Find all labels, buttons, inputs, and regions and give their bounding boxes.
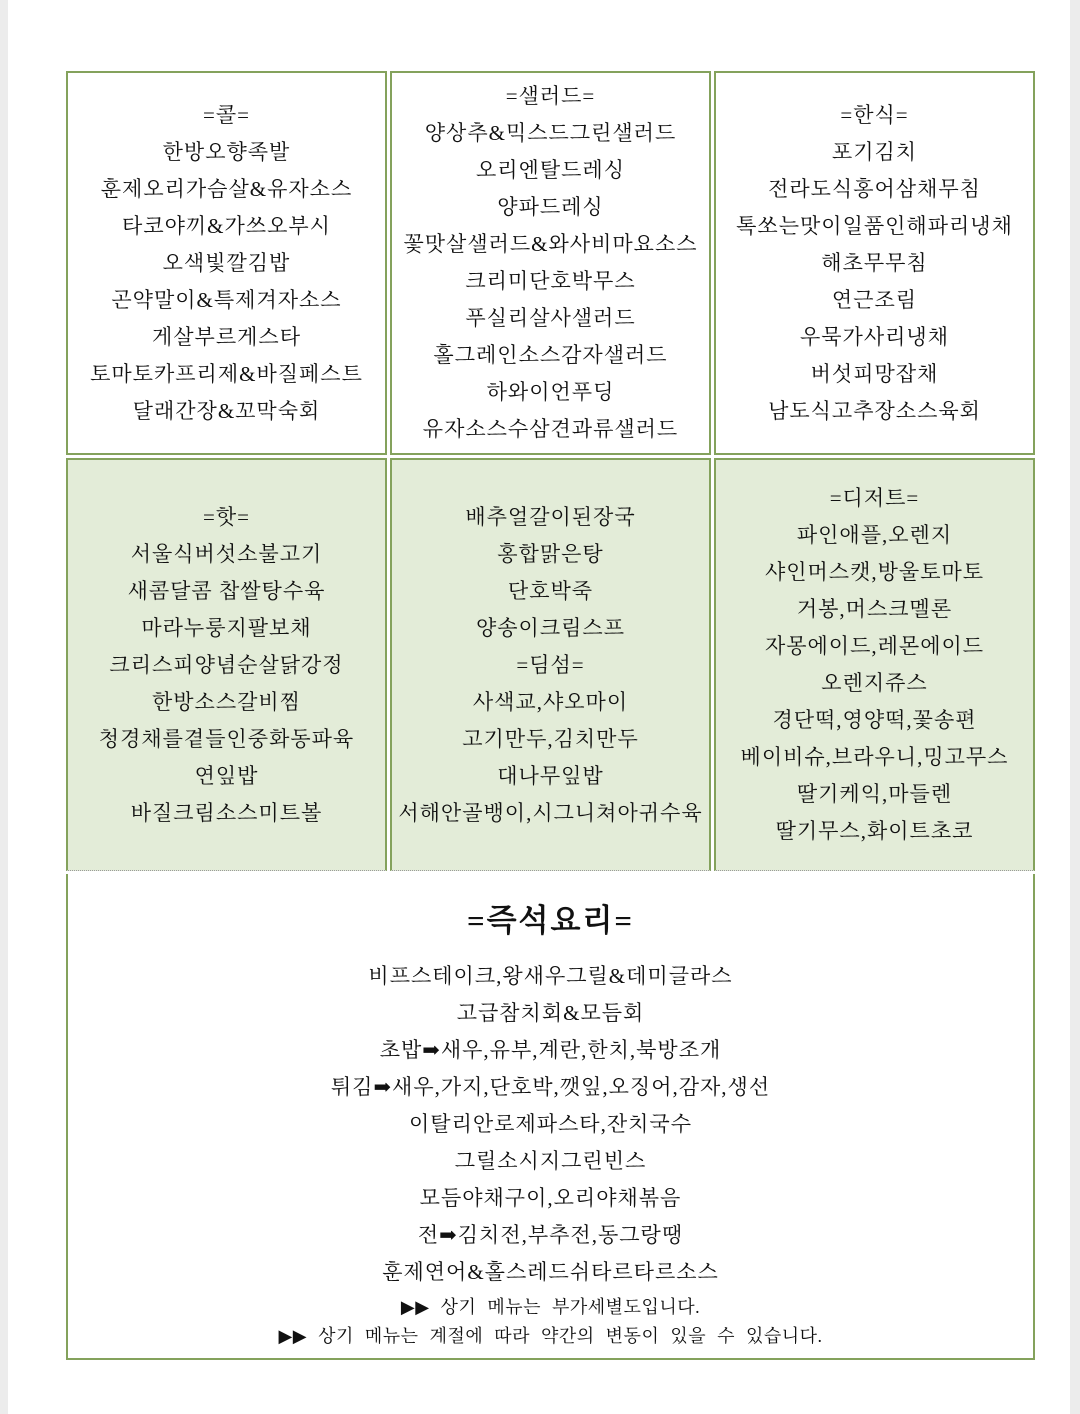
menu-item: 크리스피양념순살닭강정 [109,652,344,677]
menu-item: 딸기케익,마들렌 [796,782,953,806]
menu-item: 샤인머스캣,방울토마토 [764,560,985,584]
menu-item: 튀김➡새우,가지,단호박,깻잎,오징어,감자,생선 [330,1075,771,1099]
menu-item: 곤약말이&특제겨자소스 [111,287,342,312]
menu-item: 크리미단호박무스 [465,269,636,293]
menu-item: 해초무무침 [821,250,928,275]
menu-item: 청경채를곁들인중화동파육 [98,726,355,751]
section-live-title: =즉석요리= [466,903,635,938]
section-dessert-header: =디저트= [829,486,920,510]
section-hot [66,458,387,871]
menu-item: 바질크림소스미트볼 [130,800,323,825]
menu-item: 양상추&믹스드그린샐러드 [424,121,677,145]
menu-item: 경단떡,영양떡,꽃송편 [772,708,977,732]
menu-note: ▶▶ 상기 메뉴는 계절에 따라 약간의 변동이 있을 수 있습니다. [278,1326,823,1346]
menu-item: 전➡김치전,부추전,동그랑땡 [417,1223,684,1247]
menu-item: 단호박죽 [507,578,594,603]
menu-item: 사색교,샤오마이 [472,689,629,714]
menu-item: 한방소스갈비찜 [151,689,301,714]
page-edge-right [1070,0,1080,1414]
menu-item: 파인애플,오렌지 [796,523,953,547]
section-dessert-list [741,517,1009,850]
menu-item: 딸기무스,화이트초코 [775,819,974,843]
menu-item: 홀그레인소스감자샐러드 [433,343,668,367]
section-korean-list [736,134,1013,430]
section-live-notes [278,1293,822,1351]
menu-item: 초밥➡새우,유부,계란,한치,북방조개 [379,1038,722,1062]
section-cold-header: =콜= [203,102,250,127]
menu-item: 대나무잎밥 [497,763,604,788]
menu-item: 남도식고추장소스육회 [768,398,981,423]
menu-item: 게살부르게스타 [151,324,301,349]
menu-item: 양파드레싱 [497,195,604,219]
menu-item: 버섯피망잡채 [810,361,939,386]
menu-item: 오색빛깔김밥 [162,250,291,275]
menu-item: 유자소스수삼견과류샐러드 [422,417,679,441]
menu-item: 톡쏘는맛이일품인해파리냉채 [736,213,1013,238]
section-korean [714,71,1035,455]
menu-item: 연잎밥 [194,763,259,788]
section-live [66,874,1035,1360]
menu-item: 훈제오리가슴살&유자소스 [100,176,353,201]
menu-note: ▶▶ 상기 메뉴는 부가세별도입니다. [400,1297,701,1317]
menu-table [66,71,1035,1360]
menu-item: 고급참치회&모듬회 [456,1001,645,1025]
section-live-list [331,958,770,1291]
section-salad [390,71,711,455]
menu-item: 연근조림 [831,287,918,312]
menu-item: 토마토카프리제&바질페스트 [90,361,363,386]
menu-item: 서울식버섯소불고기 [130,541,323,566]
page-edge-left [0,0,8,1414]
menu-item: 그릴소시지그린빈스 [454,1149,647,1173]
menu-item: 고기만두,김치만두 [462,726,639,751]
menu-item: 푸실리살사샐러드 [465,306,636,330]
menu-item: 양송이크림스프 [475,615,625,640]
section-soup-dimsum [390,458,711,871]
menu-item: =딤섬= [516,652,585,677]
menu-item: 자몽에이드,레몬에이드 [764,634,985,658]
menu-item: 서해안골뱅이,시그니쳐아귀수육 [398,800,703,825]
menu-item: 마라누룽지팔보채 [141,615,312,640]
menu-item: 오렌지쥬스 [821,671,928,695]
section-hot-header: =핫= [203,504,250,529]
menu-item: 거봉,머스크멜론 [796,597,953,621]
menu-item: 모듬야채구이,오리야채볶음 [419,1186,682,1210]
section-salad-header: =샐러드= [505,84,596,108]
menu-item: 전라도식홍어삼채무침 [768,176,981,201]
menu-item: 비프스테이크,왕새우그릴&데미글라스 [368,964,733,988]
menu-item: 배추얼갈이된장국 [465,504,636,529]
menu-item: 이탈리안로제파스타,잔치국수 [409,1112,692,1136]
menu-item: 달래간장&꼬막숙회 [132,398,321,423]
menu-item: 꽃맛살샐러드&와사비마요소스 [403,232,698,256]
section-dessert [714,458,1035,871]
menu-item: 하와이언푸딩 [486,380,615,404]
menu-item: 타코야끼&가쓰오부시 [122,213,331,238]
section-soup-dimsum-list [398,499,702,832]
menu-item: 우묵가사리냉채 [799,324,949,349]
menu-item: 훈제연어&홀스레드쉬타르타르소스 [382,1260,719,1284]
menu-item: 포기김치 [831,139,918,164]
menu-item: 오리엔탈드레싱 [475,158,625,182]
section-cold-list [90,134,363,430]
section-cold [66,71,387,455]
section-korean-header: =한식= [840,102,909,127]
menu-item: 베이비슈,브라우니,밍고무스 [740,745,1009,769]
menu-item: 새콤달콤 찹쌀탕수육 [127,578,326,603]
menu-item: 한방오향족발 [162,139,291,164]
menu-item: 홍합맑은탕 [497,541,604,566]
section-hot-list [99,536,354,832]
section-salad-list [403,115,697,448]
